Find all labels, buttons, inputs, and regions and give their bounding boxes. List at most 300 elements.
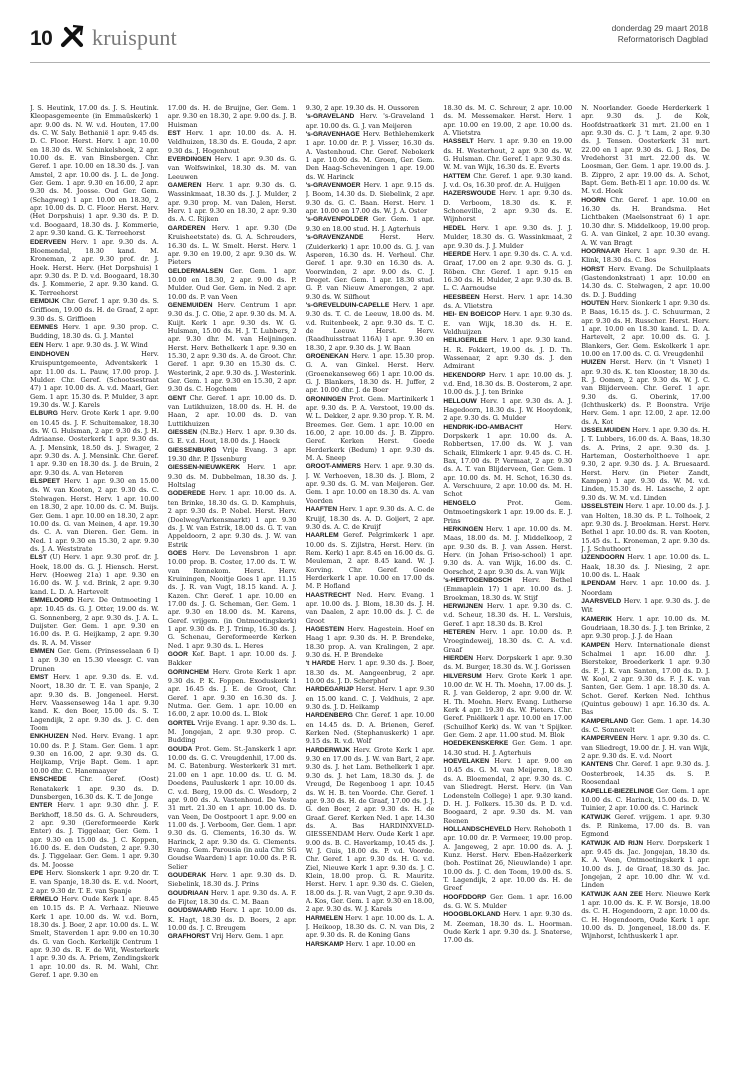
- listing-entry: [581, 299, 710, 358]
- listing-entry: [581, 641, 710, 717]
- service-details: Vrij Herv. Gem. 1 apr.: [211, 932, 284, 941]
- service-details: Herv. 1 apr. 9.30 dhr. J. F. Berkhoff, 18.50 ds. G. A. Schreuders, 2 apr. 9.30 (Gereformeerde Kerk Enter) ds. J. Tiggelaar, Ger. Gem. 1 apr. 9.30 en 15.00 ds. J. C. Koppen, 16.00 ds. E. den Oudsten, 2 apr. 9.30 ds. J. Tiggelaar. Ger. Gem. 1 apr. 9.30 ds. M. Joosse: [30, 801, 159, 869]
- place-name: HEERDE: [443, 250, 471, 258]
- service-details: Herst. Herv. (Zuiderkerk) 1 apr. 10.00 ds. G. J. van Asperen, 16.30 ds. H. Verheul. Chr. Geref. 1 apr. 9.30 en 16.30 ds. A. Voorwinden, 2 apr. 9.00 ds. C. J. Dreget. Ger. Gem. 1 apr. 18.30 stud. G. P. van Nieuw Amerongen, 2 apr. 9.30 ds. W. Silfhout: [305, 233, 435, 301]
- service-details: Ger. Gem. (Prinsesselaan 6 I) 1 apr. 9.30 en 15.30 vleesgr. C. van Drunen: [30, 647, 159, 673]
- listing-entry: [306, 395, 435, 463]
- service-details: Herv. 1 apr. 10.00 ds. M. Goudriaan, 18.30 ds. J. J. ten Brinke, 2 apr. 9.30 prop. J. J. de Haan: [581, 614, 710, 641]
- listing-entry: [306, 625, 435, 659]
- listing-entry: [443, 893, 572, 911]
- place-name: KATWIJK A/D RIJN: [581, 839, 644, 847]
- service-details: Herv. Dorpskerk 1 apr. 9.45 ds. Jac. Jongejan, 18.30 ds. K. A. Veen, Ontmoetingskerk 1 apr. 10.00 ds. J. de Graaf, 18.30 ds. Jac. Jongejan, 2 apr. 10.00 dhr. W. v.d. Linden: [581, 838, 710, 890]
- listing-entry: [443, 525, 572, 576]
- service-details: Ger. Gem. 1 apr. 10.00 en 18.30, 2 apr. 9.00 ds. P. Mulder. Oud Ger. Gem. in Ned. 2 apr. 10.00 ds. P. van Veen: [167, 266, 297, 301]
- place-name: HEKENDORP: [443, 371, 486, 379]
- service-details: Herv. 1 apr. 9.30 ds. J. W. Verhoeven, 18.30 ds. J. Blom, 2 apr. 9.30 ds. G. M. van Meijeren. Ger. Gem. 1 apr. 10.00 en 18.30 ds. A. van Voorden: [305, 462, 435, 505]
- service-details: Herv. 1 apr. 9.30 ds. D. Siebelink, 18.30 ds. J. Prins: [167, 870, 297, 889]
- listing-entry: [443, 423, 572, 499]
- listing-entry: [306, 914, 435, 940]
- listing-entry: [30, 297, 159, 323]
- listing-entry: [306, 531, 435, 590]
- service-details: Herst. Herv. 1 apr. 14.30 ds. A. Vlietstra: [443, 292, 573, 310]
- listing-entry: [443, 224, 572, 250]
- service-details: Ger. Gem. 1 apr. 14.30 stud. H. J. Agterhuis: [443, 739, 573, 757]
- listing-entry: [168, 181, 297, 224]
- place-name: GARDEREN: [167, 224, 206, 232]
- service-details: Chr. Geref. 1 apr. 9.30 kand. J. v.d. Os, 16.30 prof. dr. A. Huijgen: [443, 171, 573, 190]
- place-name: ENSCHEDE: [30, 776, 67, 784]
- listing-entry: [30, 238, 159, 297]
- place-name: ENKHUIZEN: [30, 733, 69, 741]
- place-name: 's-GRAVENMOER: [305, 182, 361, 190]
- listing-entry: [443, 371, 572, 397]
- place-name: KAMERIK: [581, 615, 612, 623]
- service-details: Herv. 1 apr. 9.30 ds. A. J. Hagedoorn, 18.30 ds. J. W. Hooydonk, 2 apr. 9.30 ds. G. Mulder: [443, 396, 573, 423]
- listing-entry: [30, 477, 159, 553]
- service-details: Herv. 1 apr. 9.30 en 15.00 ds. W. van Kooten, 2 apr. 9.30 ds. C. Stelwagen. Herst. Herv. 1 apr. 10.00 en 18.30, 2 apr. 10.00 ds. C. M. Buijs. Ger. Gem. 1 apr. 10.00 en 18.30, 2 apr. 10.00 ds. G. van Meinen, 4 apr. 19.30 ds. C. A. van Dieren. Ger. Gem. in Ned. 1 apr. 9.30 en 15.30, 2 apr. 9.30 ds. J. A. Weststrate: [30, 477, 159, 553]
- place-name: GIESSEN: [167, 429, 198, 437]
- place-name: EMST: [30, 674, 49, 682]
- listing-entry: [168, 155, 297, 181]
- service-details: Herv. De Levensbron 1 apr. 10.00 prop. B. Coster, 17.00 ds. T. W. van Rennekom. Herst. Herv. Kruiningen, Nooitje Goes 1 apr. 11.15 ds. J. R. van Vugt, 18.15 kand. A. J. Kazen. Chr. Geref. 1 apr. 10.00 en 17.00 ds. J. G. Scheman, Ger. Gem. 1 apr. 9.30 en 18.00 ds. M. Karens, Geref. vrijgem. (in Ontmoetingskerk) 1 apr. 9.30 ds. P. J. Trimp, 16.30 ds. J. G. Schenau, Gereformeerde Kerken Ned. 1 apr. 9.30 ds. L. Heres: [167, 548, 297, 650]
- place-name: HOORN: [581, 196, 606, 204]
- place-name: ERMELO: [30, 895, 59, 903]
- publication-name: Reformatorisch Dagblad: [617, 34, 708, 44]
- service-details: Herv. Grote Kerk 1 apr. 9.30 en 17.00 ds. J. W. van Bart, 2 apr. 9.30 ds. J. het Lam. Bethelkerk 1 apr. 9.30 ds. J. het Lam, 18.30 ds. J. de Vreugd, De Regenboog 1 apr. 10.45 ds. W. H. B. ten Voorde. Chr. Geref. 1 apr. 9.30 ds. H. de Graaf, 17.00 ds. J. J. G. den Boer, 2 apr. 9.30 ds. H. de Graaf. Geref. Kerken Ned. 1 apr. 14.30 ds. A. Bas HARDINXVELD-GIESSENDAM Herv. Oude Kerk 1 apr. 9.00 ds. B. C. Haverkamp, 10.45 ds. J. W. J. Guis, 18.00 ds. P. v.d. Voorde. Chr. Geref. 1 apr. 9.30 ds. H. G. v.d. Ziel, Nieuwe Kerk 1 apr. 9.30 ds. J. C. Klein, 18.00 prop. G. R. Mauritz. Herst. Herv. 1 apr. 9.30 ds. C. Gielen, 18.00 ds. J. R. van Vugt, 2 apr. 9.30 ds. A. Kos, Ger. Gem. 1 apr. 9.30 en 18.00, 2 apr. 9.30 ds. W. J. Karels: [305, 745, 435, 914]
- listing-entry: [443, 293, 572, 311]
- service-details: Herv. 1 apr. 9.00 en 10.45 ds. G. M. van Meijeren, 18.30 ds. A. Bloemendal, 2 apr. 9.30 ds. C. van Sliedregt. Herst. Herv. (in Van Lodensteïn College) 1 apr. 9.30 kand. D. H. J. Folkers. 15.30 ds. P. D. v.d. Boogaard, 2 apr. 9.30 ds. M. van Reenen: [443, 757, 573, 825]
- listing-entry: [306, 940, 435, 949]
- place-name: HEILIGERLEE: [443, 337, 488, 345]
- service-details: Chr. Geref. 1 apr. 10.00 en 14.45 ds. D. A. Brienen, Geref. Kerken Ned. (Stephanuskerk) 1 apr. 9.15 ds. R. v.d. Wolf: [305, 711, 435, 746]
- listing-entry: [168, 906, 297, 932]
- place-name: GROOT-AMMERS: [305, 463, 361, 471]
- service-details: Chr. Geref. 1 apr. 9.30 ds. J. Oosterbroek, 14.35 ds. S. P. Roosendaal: [581, 760, 710, 787]
- page-number: 10: [30, 27, 53, 50]
- place-name: HORST: [581, 265, 605, 273]
- place-name: EST: [167, 130, 181, 138]
- listing-entry: [306, 352, 435, 395]
- service-details: Herv. 1 apr. 15.30 prop. G. A. van Ginkel. Herst. Herv. (Groenekanseweg 66) 1 apr. 10.00 ds. G. J. Blankers, 18.30 ds. H. Juffer, 2 apr. 10.00 dhr. J. de Boer: [305, 351, 435, 395]
- service-details: Ned. Herv. Evang. 1 apr. 10.00 ds. P. J. Stam. Ger. Gem. 1 apr. 9.30 en 16.00, 2 apr. 9.30 ds. G. Heijkamp, Vrije Bapt. Gem. 1 apr. 10.00 dhr. C. Hanemaayer: [30, 732, 159, 775]
- listing-entry: [581, 717, 710, 735]
- listing-entry: [306, 659, 435, 685]
- listing-entry: [443, 739, 572, 757]
- place-name: HEDEL: [443, 224, 466, 232]
- service-details: Herv. 1 apr. 9.30 ds. M. Dubbelman, 18.30 ds. J. Holtslag: [167, 463, 297, 490]
- listing-entry: [168, 129, 297, 155]
- service-details: Herv. 1 apr. 9.30 ds. M. Zeeman, 18.30 ds. L. Hoorman. Oude Kerk 1 apr. 9.30 ds. J. Snaterse, 17.00 ds.: [443, 910, 573, 945]
- service-details: Herv. 1 apr. 10.00 ds. L. A. J. Heikoop, 18.30 ds. C. N. van Dis, 2 apr. 9.30 ds. R. de Koning Gans: [305, 913, 435, 940]
- listing-entry: [581, 358, 710, 426]
- service-details: Herv. Nieuwe Kerk 1 apr. 10.00 ds. K. F. W. Borsje, 18.00 ds. C. H. Hogendoorn, 2 apr. 10.00 ds. C. H. Hogendoorn, Oude Kerk 1 apr. 10.00 ds. D. Jongeneel, 18.00 ds. F. Wijnhorst, Ichthuskerk 1 apr.: [581, 889, 710, 941]
- service-details: Herv. 1 apr. 9.30 kand. H. R. Fokkert, 19.00 ds. J. D. Th. Wassenaar, 2 apr. 9.30 ds. J. den Admirant: [443, 336, 573, 371]
- service-details: 18.30 ds. M. C. Schreur, 2 apr. 10.00 ds. M. Messemaker. Herst. Herv. 1 apr. 10.00 en 19.00, 2 apr. 10.00 ds. A. Vlietstra: [443, 104, 573, 138]
- place-name: EVERDINGEN: [167, 156, 212, 164]
- place-name: GRONINGEN: [305, 395, 347, 403]
- listing-entry: [30, 869, 159, 895]
- listing-entry: [581, 196, 710, 247]
- service-details: Herv. 1 apr. 9.30 ds. A. C. de Kruijf, 18.30 ds. A. D. Goijert, 2 apr. 9.30 ds. A. C. de Kruijf: [305, 505, 435, 531]
- service-details: Herv. 1 apr. 9.30 ds. A. Bloemendal, 18.30 kand. M. Kroneman, 2 apr. 9.30 prof. dr. J. Hoek. Herst. Herv. (Het Dorpshuis) 1 apr. 9.30 ds. P. D. v.d. Boogaard, 18.30 ds. J. Kommerie, 2 apr. 9.30 kand. G. K. Terreehorst: [30, 237, 159, 297]
- listing-entry: [30, 647, 159, 673]
- listing-entry: [443, 137, 572, 171]
- place-name: GOUDA: [167, 745, 193, 753]
- service-details: Herv. Oude Kerk 1 apr. 8.45 en 10.15 ds. P. A. Verhaaz. Nieuwe Kerk 1 apr. 10.00 ds. W. v.d. Born, 18.30 ds. J. Boer, 2 apr. 10.00 ds. L. W. Smelt, Staverden 1 apr. 9.00 en 10.30 ds. G. van Goch. Kerkelijk Centrum 1 apr. 9.30 ds. R. F. de Wit, Westerkerk 1 apr. 9.30 ds. A. Priem, Zendingskerk 1 apr. 10.00 ds. R. M. Wahl, Chr. Geref. 1 apr. 9.30 en: [30, 894, 159, 980]
- service-details: Herv. 1 apr. 9.30 ds. C. A. v.d. Graaf, 17.00 en 2 apr. 9.30 ds. G. J. Röben. Chr. Geref. 1 apr. 9.15 en 16.30 ds. H. Mulder, 2 apr. 9.30 ds. B. L. C. Aarnoudse: [443, 249, 573, 293]
- listing-entry: [30, 553, 159, 596]
- place-name: EMMEN: [30, 648, 55, 655]
- service-details: Kef. Bapt. 1 apr. 10.00 ds. J. Bakker: [167, 650, 297, 668]
- service-details: Herv. 1 apr. 10.00 ds. A. H. Veldhuizen, 18.30 ds. E. Gouda, 2 apr. 9.30 ds. J. Hogenhout: [167, 129, 297, 155]
- service-details: Herv. Centrum 1 apr. 9.30 ds. J. C. Olie, 2 apr. 9.30 ds. M. A. Kuijt. Kerk 1 apr. 9.30 ds. W. G. Hulsman, 15.00 ds. H. J. T. Lubbers, 2 apr. 9.30 dhr. M. van Heijningen. Herst. Herv. Bethelkerk 1 apr. 9.30 en 15.30, 2 apr. 9.30 ds. A. de Groot. Chr. Geref. 1 apr. 9.30 en 15.30 ds. C. Westerink, 2 apr. 9.30 ds. J. Westerink. Ger. Gem. 1 apr. 9.30 en 15.30, 2 apr. 9.30 ds. C. Hogchem: [167, 300, 297, 394]
- service-details: Herst. Herv. 1 apr. 9.30 en 15.00 kand. C. J. Veldhuis, 2 apr. 9.30 ds. J. D. Heikamp: [305, 685, 435, 712]
- listing-entry: [443, 910, 572, 944]
- place-name: GAMEREN: [167, 182, 202, 190]
- listing-entry: [168, 668, 297, 719]
- listing-entry: [581, 502, 710, 553]
- listing-entry: [30, 775, 159, 801]
- service-details: Ger. Gem. 1 apr. 10.00 ds. C. Harinck, 15.00 ds. D. W. Tuinier, 2 apr. 10.00 ds. C. Harinck: [581, 786, 710, 813]
- service-details: Chr. Geref. 1 apr. 9.30 ds. S. Griffioen, 19.00 ds. H. de Graaf, 2 apr. 9.30 ds. S. Griffioen: [30, 296, 159, 323]
- place-name: GOUDSWAARD: [167, 907, 217, 915]
- service-details: Herv. Hagestein. Hoef en Haag 1 apr. 9.30 ds. H. P. Brendeke, 18.30 prop. A. van Kralingen, 2 apr. 9.30 ds. H. P. Brendeke: [305, 624, 435, 659]
- listing-entry: [168, 463, 297, 489]
- listing-entry: [306, 301, 435, 352]
- service-details: Herv. Grote Kerk 1 apr. 10.00 dr. W. H. Th. Moehn, 17.00 ds. J. R. J. van Gelderop, 2 apr. 9.00 dr. W. H. Th. Moehn. Herv. Evang. Lutherse Kerk 4 apr. 19.30 ds. W. Pieters. Chr. Geref. Pniëlkerk 1 apr. 10.00 en 17.00 (Schuilhof Kerk) ds. W. van 't Spijker. Ger. Gem. 2 apr. 11.00 stud. M. Blok: [443, 671, 573, 740]
- place-name: GOUDRIAAN: [167, 889, 209, 897]
- service-details: Herv. 1 apr. 10.00 ds. K. Hagt, 18.30 ds. D. Boers, 2 apr. 10.00 ds. J. C. Breugem: [167, 906, 297, 932]
- place-name: HEESBEEN: [443, 293, 480, 301]
- service-details: Herv. Dorpskerk 1 apr. 9.30 ds. M. Burger, 18.30 ds. W. J. Gorissen: [443, 654, 573, 672]
- place-name: EPE: [30, 869, 44, 877]
- service-details: Herv. Sionskerk 1 apr. 9.20 dr. T. E. van Spanje, 18.30 ds. E. v.d. Noort, 2 apr. 9.30 dr. T. E. van Spanje: [30, 868, 159, 895]
- place-name: GROENEKAN: [305, 352, 349, 360]
- listing-entry: [306, 181, 435, 215]
- place-name: GOUDERAK: [167, 871, 207, 879]
- listing-entry: [443, 189, 572, 223]
- listing-entry: [168, 224, 297, 267]
- place-name: ELST: [30, 554, 47, 562]
- place-name: HARSKAMP: [305, 940, 344, 948]
- cross-logo-icon: [60, 24, 86, 50]
- place-name: HOOFDDORP: [443, 893, 487, 901]
- place-name: GRAFHORST: [167, 933, 210, 941]
- place-name: 't HARDE: [305, 660, 336, 668]
- service-details: J. S. Heutink, 17.00 ds. J. S. Heutink. Kleopasgemeente (in Emmaüskerk) 1 apr. 9.00 ds. N. W. v.d. Houten, 17.00 ds. C. W. Saly. Bethanië 1 apr. 9.45 ds. D. C. Floor. Herst. Herv. 1 apr. 10.00 en 18.30 ds. W. Schinkelshoek, 2 apr. 10.00 ds. E. van Binsbergen. Chr. Geref. 1 apr. 10.00 en 18.30 ds. J. van Amstel, 2 apr. 10.00 ds. J. L. de Jong. Ger. Gem. 1 apr. 9.30 en 16.00, 2 apr. 9.30 ds. M. Joosse. Oud Ger. Gem. (Schagweg) 1 apr. 10.00 en 18.30, 2 apr. 10.00 ds. D. C. Floor. Herst. Herv. (Het Dorpshuis) 1 apr. 9.30 ds. P. D. v.d. Boogaard, 18.30 ds. J. Kommerie, 2 apr. 9.30 kand. G. K. Terreehorst: [30, 104, 159, 238]
- listing-entry: [581, 104, 710, 196]
- place-name: HAAFTEN: [305, 506, 338, 514]
- service-details: Herv. 1 apr. 9.30 ds. J. Boer, 18.30 ds. M. Aangeenbrug, 2 apr. 10.00 ds. J. D. Scherphof: [305, 659, 435, 686]
- place-name: KAPELLE-BIEZELINGE: [581, 787, 654, 795]
- service-details: Herv. De Ontmoeting 1 apr. 10.45 ds. G. J. Otter, 19.00 ds. W. G. Sonnenberg, 2 apr. 9.30 ds. J. A. L. Duijster. Ger. Gem. 1 apr. 9.30 en 16.00 ds. P. G. Heijkamp, 2 apr. 9.30 ds. R. A. M. Visser: [30, 595, 159, 647]
- place-name: GORINCHEM: [167, 668, 209, 676]
- listing-entry: [581, 813, 710, 839]
- place-name: GIESSENBURG: [167, 446, 217, 454]
- listing-entry: [581, 247, 710, 265]
- place-name: GOES: [167, 549, 187, 557]
- service-details: Herv. Internationale dienst Schalmei 1 apr. 16.00 dhr. J. Biersteker, Broederkerk 1 apr. 9.30 ds. F. J. K. van Santen, 17.00 ds. D. J. W. Kool, 2 apr. 9.30 ds. F. J. K. van Santen, Ger. Gem. 1 apr. 18.30 ds. A. Schot. Geref. Kerken Ned. Ichthus (Quintus gebouw) 1 apr. 16.30 ds. A. Bas: [581, 640, 710, 717]
- listing-entry: [306, 505, 435, 531]
- service-details: Herv. 's-Graveland 1 apr. 10.00 ds. G. J. van Meijeren: [305, 112, 435, 130]
- service-details: Herv. 1 apr. 9.30 ds. E. van Wijk, 18.30 ds. H. E. Veldhuijzen: [443, 310, 573, 336]
- place-name: HETEREN: [443, 628, 475, 636]
- service-details: Herv. Rehoboth 1 apr. 10.00 dr. P. Vermeer, 19.00 prop. A. Jangeweg, 2 apr. 10.00 ds. A. J. Kunz. Herst. Herv. Eben-Haëzerkerk (boh. Postiinat 26, Nieuwlande) 1 apr. 10.00 ds. J. C. den Toom, 19.00 ds. S. T. Lagendijk, 2 apr. 10.00 ds. H. de Greef: [443, 824, 573, 893]
- service-details: Herv. 1 apr. 9.30 ds. C. v.d. Scheur, 18.30 ds. H. L. Versluis, Geref. 1 apr. 18.30 ds. B. Krol: [443, 601, 573, 628]
- place-name: 's-HERTOGENBOSCH: [443, 576, 512, 584]
- place-name: ILPENDAM: [581, 580, 616, 588]
- service-details: Herv. 1 apr. 9.30 ds. D. Verboom, 18.30 ds. K. F. Schoneville, 2 apr. 9.30 ds. E. Wijnhorst: [443, 189, 573, 224]
- place-name: IJSSELMUIDEN: [581, 427, 630, 435]
- listing-entry: [306, 591, 435, 625]
- listing-column: [443, 104, 572, 1054]
- service-details: Vrije Evang. 3 apr. 19.30 dhr. P. IJssenburg: [167, 445, 297, 464]
- place-name: 's-GRAVENPOLDER: [305, 216, 369, 224]
- place-name: 's-GRAVENHAGE: [305, 131, 360, 139]
- service-details: Herst. Herv. (in 't Visnet) 1 apr. 9.30 ds. K. ten Klooster, 18.30 ds. R. J. Oomen, 2 apr. 9.30 ds. W. J. C. van Blijderveen. Chr. Geref. 1 apr. 9.30 ds. G. Oberink, 17.00 (Ichthuskerk) ds. P. Boonstra. Vrije Herv. Gem. 1 apr. 12.00, 2 apr. 12.00 ds. A. Kot: [581, 358, 710, 426]
- service-details: Herv. Grote Kerk 1 apr. 9.30 ds. P. K. Foppen. Exoduskerk 1 apr. 16.45 ds. J. E. de Groot, Chr. Geref. 1 apr. 9.30 en 16.30 ds. J. Nutma. Ger. Gem. 1 apr. 10.00 en 16.00, 2 apr. 10.00 ds. L. Blok: [167, 667, 297, 719]
- place-name: 's-GRAVENZANDE: [305, 234, 364, 242]
- place-name: GOOR: [167, 651, 188, 658]
- place-name: HILVERSUM: [443, 672, 482, 680]
- service-details: Herv. 1 apr. 9.30 ds. J. de Wit: [581, 596, 710, 615]
- place-name: 's-GREVELDUIN-CAPELLE: [305, 301, 390, 309]
- place-name: HARDEGARIJP: [305, 686, 354, 694]
- listing-entry: [30, 323, 159, 341]
- service-details: Herv. 1 apr. 10.00 ds. J. v.d. End, 18.30 ds. B. Oosterom, 2 apr. 10.00 ds. J. J. ten Brinke: [443, 370, 573, 397]
- service-details: Prot. Gem. Martinikerk 1 apr. 9.30 ds. P. A. Verstoot, 19.00 ds. W. L. Dekker, 2 apr. 9.30 prop. Y. R. M. Breemes. Ger. Gem. 1 apr. 10.00 en 16.00, 2 apr. 10.00 ds. J. B. Zippro. Geref. Kerken Herst. Goede Herderkerk (Bedum) 1 apr. 9.30 ds. M. A. Sneep: [305, 394, 435, 463]
- listing-entry: [581, 734, 710, 760]
- place-name: KAMPEN: [581, 641, 610, 649]
- place-name: GELDERMALSEN: [167, 267, 224, 275]
- place-name: KATWIJK: [581, 813, 611, 821]
- listing-entry: [306, 233, 435, 301]
- listing-entry: [306, 215, 435, 233]
- service-details: Herv. 1 apr. 9.30 (De Kruisheetstate) ds. G. A. Schreuders, 16.30 ds. L. W. Smelt. Herst. Herv. 1 apr. 9.30 en 19.00, 2 apr. 9.30 ds. W. Pieters: [167, 223, 297, 267]
- listing-entry: [443, 172, 572, 190]
- listing-entry: [443, 250, 572, 293]
- place-name: KANTENS: [581, 761, 614, 769]
- place-name: GENT: [167, 394, 187, 402]
- place-name: ELBURG: [30, 410, 58, 418]
- listing-entry: [168, 549, 297, 650]
- listing-entry: [306, 746, 435, 914]
- listing-entry: [168, 871, 297, 889]
- service-details: Herv. 1 apr. 9.30 ds. C. van Sliedregt, 19.00 dr. J. H. van Wijk, 2 apr. 9.30 ds. E. v.d. Noort: [581, 734, 710, 761]
- place-name: EEN: [30, 341, 44, 349]
- listing-entry: [443, 499, 572, 525]
- listing-entry: [30, 801, 159, 869]
- service-details: Herv. 1 apr. 10.00 en: [345, 939, 416, 948]
- listing-column: [306, 104, 435, 1054]
- listing-entry: [30, 596, 159, 647]
- listing-entry: [581, 265, 710, 299]
- listing-entry: [443, 654, 572, 672]
- place-name: EEMNES: [30, 323, 58, 331]
- place-name: HOORNAAR: [581, 247, 621, 255]
- listing-entry: [168, 650, 297, 668]
- listing-entry: [30, 104, 159, 238]
- listing-entry: [306, 112, 435, 130]
- listing-entry: [581, 839, 710, 890]
- place-name: EEMDIJK: [30, 297, 60, 305]
- place-name: KAMPERVEEN: [581, 735, 628, 743]
- service-details: Herv. 1 apr. 10.00 ds. J. Noordam: [581, 579, 710, 597]
- listing-entry: [306, 711, 435, 745]
- service-details: Chr. Geref. 1 apr. 10.00 en 16.30 ds. H. Brandsma. Het Lichtbaken (Maelsonstraat 6) 1 apr. 10.30 dhr. S. Middelkoop, 19.00 prop. G. A. van Ginkel, 2 apr. 10.30 evang. A. W. van Bragt: [581, 195, 710, 247]
- listing-entry: [168, 932, 297, 941]
- place-name: HATTEM: [443, 172, 471, 180]
- service-details: Herv. Grote Kerk 1 apr. 9.00 en 10.45 ds. J. F. Schuitemaker, 18.30 ds. W. G. Hulsman, 2 apr. 9.30 ds. J. H. Adriaanse. Oosterkerk 1 apr. 9.30 ds. A. J. Mensink, 18.50 ds. J. Swager, 2 apr. 9.30 ds. A. J. Mensink. Chr. Geref. 1 apr. 9.30 en 18.30 ds. J. de Bruin, 2 apr. 9.30 ds. A. van Heteren: [30, 409, 159, 477]
- place-name: HELLOUW: [443, 397, 477, 405]
- listing-entry: [30, 732, 159, 775]
- service-details: Herv. 1 apr. 9.30 ds. G. van Wolfswinkel, 18.30 ds. M. van Leeuwen: [167, 155, 297, 181]
- place-name: HOUTEN: [581, 299, 610, 307]
- place-name: HEI- EN BOEICOP: [443, 311, 501, 319]
- place-name: GENEMUIDEN: [167, 301, 213, 309]
- listing-entry: [443, 104, 572, 137]
- service-details: Prot. Gem. St.-Janskerk 1 apr. 10.00 ds. G. C. Vreugdenhil, 17.00 ds. M. C. Batenburg. Westerkerk 31 mrt. 21.00 en 1 apr. 10.00 ds. U. G. M. Doedens, Pauluskerk 1 apr. 10.00 ds. C. v.d. Berg, 19.00 ds. C. Wesdorp, 2 apr. 9.00 ds. A. Vastenhoud. De Veste 31 mrt. 21.30 en 1 apr. 10.00 ds. D. van Veen, De Oostpoort 1 apr. 9.00 en 11.00 ds. J. Verboom, Ger. Gem. 1 apr. 9.30 ds. G. Clements, 16.30 ds. W. Harinck, 2 apr. 9.30 ds. G. Clements. Evang. Gem. Parousia (in aula Chr. SG Goudse Waarden) 1 apr. 10.00 ds. P. R. Selier: [167, 744, 297, 871]
- place-name: HIERDEN: [443, 655, 474, 662]
- page-header: [0, 0, 738, 62]
- listing-entry: [168, 301, 297, 394]
- service-details: Herv. 1 apr. 10.00 ds. A. ten Brinke, 18.30 ds. G. D. Kamphuis, 2 apr. 9.30 ds. P. Nobel. Herst. Herv. (Doelweg/Varkensmarkt) 1 apr. 9.30 ds. J. W. van Estrik, 18.00 ds. G. T. van Appeldoorn, 2 apr. 9.30 ds. J. W. van Estrik: [167, 489, 297, 549]
- service-details: 17.00 ds. H. de Bruijne, Ger. Gem. 1 apr. 9.30 en 18.30, 2 apr. 9.00 ds. J. B. Huisman: [167, 104, 297, 129]
- listing-entry: [306, 462, 435, 505]
- listing-column: [168, 104, 297, 1054]
- listing-entry: [443, 628, 572, 654]
- service-details: Geref. vrijgem. 1 apr. 9.30 ds. P. Rinkema, 17.00 ds. B. van Egmond: [581, 812, 710, 839]
- place-name: KATWIJK AAN ZEE: [581, 890, 643, 898]
- listing-entry: [168, 745, 297, 871]
- place-name: GODEREDE: [167, 490, 206, 498]
- church-service-listings: [30, 104, 710, 1054]
- place-name: JAARSVELD: [581, 597, 622, 605]
- place-name: HAARLEM: [305, 532, 339, 540]
- service-details: Herv. Evang. De Schuilplaats (Gastendonkstraat) 1 apr. 10.00 en 14.30 ds. C. Stelwagen, 2 apr. 10.00 ds. D. J. Budding: [581, 264, 710, 299]
- service-details: Herv. Dorpskerk 1 apr. 10.00 ds. A. Robbertsen, 17.00 ds. W. J. van Schaik, Elimkerk 1 apr. 9.45 ds. C. H. Bax, 17.00 ds. P. Vermaat, 2 apr. 9.30 ds. A. T. van Blijderveen, Ger. Gem. 1 apr. 10.00 ds. M. H. Schot, 16.30 ds. A. Verschuure, 2 apr. 10.00 ds. M. H. Schot: [443, 422, 573, 499]
- place-name: HENDRIK-IDO-AMBACHT: [443, 423, 523, 431]
- listing-entry: [30, 341, 159, 350]
- service-details: Prot. Gem. Ontmoetingskerk 1 apr. 19.00 ds. E. J. Prins: [443, 498, 573, 525]
- service-details: Herv. 1 apr. 9.30 ds. E. v.d. Noort, 18.30 dr. T. E. van Spanje, 2 apr. 9.30 ds. B. Jongeneel. Herst. Herv. Vaassenseweg 14a 1 apr. 9.30 kand. K. den Boer, 15.00 ds. S. T. Lagendijk, 2 apr. 9.30 ds. J. C. den Toom: [30, 673, 159, 733]
- header-rule: [30, 62, 710, 63]
- service-details: Herv. Bethlehemkerk 1 apr. 10.00 dr. P. J. Visser, 16.30 ds. A. Vastenhoud. Chr. Geref. Nebokerk 1 apr. 10.00 ds. M. Groen, Ger. Gem. Den Haag-Scheveningen 1 apr. 19.00 ds. W. Harinck: [305, 130, 435, 181]
- place-name: HAZERSWOUDE: [443, 190, 496, 198]
- place-name: HOOGBLOKLAND: [443, 911, 501, 919]
- service-details: Chr. Geref. (Oost) Renatakerk 1 apr. 9.30 ds. D. Dunsbergen, 16.30 ds. K. T. de Jonge: [30, 775, 159, 801]
- service-details: (U) Herv. 1 apr. 9.30 prof. dr. J. Hoek, 18.00 ds. G. J. Hiensch. Herst. Herv. (Hoeweg 21a) 1 apr. 9.30 en 16.00 ds. W. J. v.d. Brink, 2 apr. 9.30 kand. L. D. A. Hartevelt: [30, 553, 159, 596]
- listing-entry: [30, 895, 159, 979]
- listing-entry: [306, 130, 435, 181]
- listing-entry: [443, 336, 572, 370]
- service-details: Herv. 1 apr. 10.00 ds. P. Vroegindeweij, 18.30 ds. C. A. v.d. Graaf: [443, 627, 573, 654]
- place-name: ELSPEET: [30, 478, 61, 486]
- place-name: IJZENDOORN: [581, 554, 625, 562]
- service-details: Herv. 1 apr. 9.30 ds. H. J. T. Lubbers, 16.00 ds. A. Baas, 18.30 ds. A. Prins, 2 apr. 9.30 ds. J. Harteman, Oosterholthoeve 1 apr. 9.30, 2 apr. 9.30 ds. J. A. Bruesaard. Herst. Herv. (in Pieter Zandt, Kampen) 1 apr. 9.30 ds. W. M. v.d. Linden, 15.30 ds. H. Lassche, 2 apr. 9.30 ds. W. M. v.d. Linden: [581, 426, 710, 502]
- service-details: Herv. 1 apr. 9.30 ds. J. W. Wind: [45, 340, 148, 349]
- place-name: HARDENBERG: [305, 712, 353, 720]
- service-details: (N.Bz.) Herv. 1 apr. 9.30 ds. G. E. v.d. Hout, 18.00 ds. J. Haeck: [167, 428, 297, 446]
- issue-date: donderdag 29 maart 2018: [611, 23, 708, 33]
- listing-entry: [168, 394, 297, 428]
- place-name: HUIZEN: [581, 359, 606, 367]
- listing-entry: [581, 597, 710, 615]
- service-details: Ger. Gem. 1 apr. 14.30 ds. C. Sonnevelt: [581, 716, 710, 735]
- service-details: Herv. 1 apr. 9.30 en 19.00 ds. H. Westerhout, 2 apr. 9.30 ds. W. G. Hulsman. Chr. Geref. 1 apr. 9.30 ds. W. M. van Wijk, 16.30 ds. E. Everts: [443, 137, 573, 172]
- service-details: Herv. 1 apr. 10.00 ds. M. Maas, 18.00 ds. M. J. Middelkoop, 2 apr. 9.30 ds. B. J. van Assen. Herst. Herv. (in Johan Friso-school) 1 apr. 9.30 ds. A. van Wijk, 16.00 ds. C. Oorschot, 2 apr. 9.30 ds. A. van Wijk: [443, 524, 573, 576]
- listing-entry: [581, 426, 710, 502]
- service-details: Ger. Gem. 1 apr. 16.00 ds. G. W. S. Mulder: [443, 892, 573, 910]
- listing-entry: [168, 719, 297, 745]
- listing-entry: [581, 579, 710, 597]
- place-name: HOEVELAKEN: [443, 758, 490, 766]
- service-details: Herv. 1 apr. 9.30 ds. A. F. de Fijter, 18.30 ds. C. M. Baan: [167, 888, 297, 906]
- place-name: HOLLANDSCHEVELD: [443, 825, 512, 833]
- place-name: HASSELT: [443, 138, 474, 146]
- place-name: HERWIJNEN: [443, 602, 483, 610]
- section-title: kruispunt: [92, 25, 177, 50]
- place-name: HAGESTEIN: [305, 625, 345, 633]
- listing-entry: [581, 890, 710, 941]
- place-name: HARMELEN: [305, 914, 343, 922]
- listing-entry: [30, 350, 159, 409]
- service-details: Herv. 1 apr. 9.30 dr. H. Klink, 18.30 ds. C. Bos: [581, 246, 710, 265]
- service-details: Herv. 1 apr. 9.15 ds. J. Boom, 14.30 ds. D. Siebelink, 2 apr. 9.30 ds. G. C. Baan. Herst. Herv. 1 apr. 10.00 en 17.00 ds. W. J. A. Oster: [305, 181, 435, 216]
- service-details: Geref. Pelgrimkerk 1 apr. 10.00 ds. S. Zijlstra, Herst. Herv. (in Rem. Kerk) 1 apr. 8.45 en 16.00 ds. G. Meuleman, 2 apr. 8.45 kand. W. J. Korving. Chr. Geref. Goede Herderkerk 1 apr. 10.00 en 17.00 ds. M. P. Hofland: [305, 531, 435, 591]
- listing-entry: [443, 672, 572, 740]
- listing-entry: [443, 825, 572, 893]
- service-details: Herv. 1 apr. 9.30 prop. C. Budding, 18.30 ds. G. J. Mantel: [30, 322, 159, 341]
- service-details: Herv. Sionkerk 1 apr. 9.30 ds. P. Baas, 16.15 ds. J. C. Schuurman, 2 apr. 9.30 ds. H. Russcher. Herst. Herv. 1 apr. 10.00 en 18.30 kand. L. D. A. Hartevelt, 2 apr. 10.00 ds. G. J. Blankers, Ger. Gem. Eskolkerk 1 apr. 10.00 en 17.00 ds. C. G. Vreugdenhil: [581, 298, 710, 358]
- listing-entry: [168, 889, 297, 907]
- listing-entry: [581, 760, 710, 786]
- place-name: HARDERWIJK: [305, 746, 351, 754]
- service-details: Herv. Kruispuntgemeente, Adventskerk 1 apr. 11.00 ds. L. Pauw, 17.00 prop. J. Mulder. Chr. Geref. (Schootsestraat 47) 1 apr. 10.00 ds. A. v.d. Maarl, Ger. Gem. 1 apr. 15.30 ds. P. Mulder, 3 apr. 19.30 ds. W. J. Karels: [30, 349, 159, 410]
- place-name: IJSSELSTEIN: [581, 503, 624, 511]
- place-name: ENTER: [30, 802, 53, 810]
- place-name: GORTEL: [167, 719, 196, 727]
- listing-column: [581, 104, 710, 1054]
- place-name: 's-GRAVELAND: [305, 113, 355, 121]
- place-name: HOEDEKENSKERKE: [443, 740, 509, 748]
- listing-entry: [30, 409, 159, 477]
- service-details: Herv. 1 apr. 9.30 ds. T. C. de Leeuw, 18.00 ds. M. v.d. Ruitenbeek, 2 apr. 9.30 ds. T. C. de Leeuw. Herst. Herv. (Raadhuisstraat 116A) 1 apr. 9.30 en 18.30, 2 apr. 9.30 ds. J. W. Baan: [305, 300, 435, 352]
- service-details: Chr. Geref. 1 apr. 10.00 ds. D. van Lutikhuizen, 18.00 ds. H. H. de Haan, 2 apr. 10.00 ds. D. van Luttikhuizen: [167, 393, 297, 428]
- service-details: Ger. Gem. 1 apr. 9.30 en 18.00 stud. H. J. Agterhuis: [305, 215, 435, 233]
- listing-entry: [581, 787, 710, 813]
- place-name: EDERVEEN: [30, 238, 67, 246]
- listing-entry: [168, 428, 297, 446]
- service-details: Herv. 1 apr. 10.00 ds. L. Haak, 18.30 ds. J. Niesing, 2 apr. 10.00 ds. L. Haak: [581, 553, 710, 579]
- listing-entry: [30, 673, 159, 732]
- service-details: Ned. Herv. Evang. 1 apr. 10.00 ds. J. Blom, 18.30 ds. J. H. van Daalen, 2 apr. 10.00 ds. J. C. de Groot: [305, 590, 435, 625]
- service-details: Herv. 1 apr. 10.00 ds. J. J. van Holten, 18.30 ds. P. L. Tolhoek, 2 apr. 9.30 ds. J. Broekman. Herst. Herv. Bethel 1 apr. 10.00 ds. R. van Kooten, 15.45 ds. L. Kroneman, 2 apr. 9.30 ds. J. J. Schuthoort: [581, 502, 710, 553]
- listing-entry: [306, 685, 435, 711]
- listing-entry: [443, 310, 572, 336]
- place-name: EINDHOVEN: [30, 350, 70, 358]
- service-details: Herv. Bethel (Emmaplein 17) 1 apr. 10.00 ds. J. Broekman, 18.30 ds. W. Stijf: [443, 575, 573, 602]
- listing-entry: [168, 104, 297, 129]
- service-details: Herv. 1 apr. 9.30 ds. J. J. Mulder, 18.30 ds. G. Wassinkmaat, 2 apr. 9.30 ds. J. J. Mulder: [443, 223, 573, 250]
- listing-entry: [443, 576, 572, 602]
- page-meta: [612, 23, 708, 45]
- service-details: 9.30, 2 apr. 19.30 ds. H. Oussoren: [305, 104, 420, 112]
- place-name: EMMELOORD: [30, 596, 74, 604]
- listing-entry: [168, 489, 297, 548]
- listing-entry: [168, 267, 297, 301]
- listing-entry: [581, 615, 710, 641]
